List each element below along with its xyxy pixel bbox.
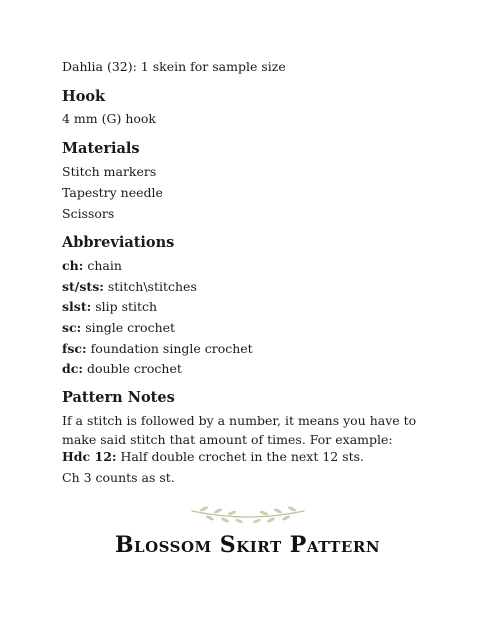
- yarn-line: Dahlia (32): 1 skein for sample size: [62, 59, 286, 74]
- abbreviation-term: slst:: [62, 299, 92, 314]
- abbreviation-meaning: chain: [87, 258, 122, 273]
- material-item: Scissors: [62, 206, 115, 221]
- section-title: Blossom Skirt Pattern: [114, 532, 381, 558]
- abbreviation-term: fsc:: [62, 341, 87, 356]
- abbreviation-meaning: foundation single crochet: [90, 341, 253, 356]
- abbreviation-meaning: double crochet: [86, 361, 182, 376]
- abbreviation-meaning: stitch\stitches: [107, 279, 197, 294]
- abbreviation-term: st/sts:: [62, 279, 104, 294]
- abbreviation-item: [62, 258, 122, 274]
- abbreviation-item: [62, 320, 175, 336]
- abbreviation-item: [62, 299, 157, 315]
- abbreviation-item: [62, 341, 253, 357]
- material-item: Stitch markers: [62, 164, 157, 179]
- pattern-example: [62, 449, 364, 465]
- abbreviation-term: ch:: [62, 258, 84, 273]
- example-meaning: Half double crochet in the next 12 sts.: [120, 449, 365, 464]
- example-term: Hdc 12:: [62, 449, 117, 464]
- hook-heading: Hook: [62, 88, 106, 105]
- abbreviation-term: sc:: [62, 320, 82, 335]
- chain-note: Ch 3 counts as st.: [62, 470, 175, 485]
- pattern-notes-heading: Pattern Notes: [62, 389, 175, 406]
- hook-value: 4 mm (G) hook: [62, 111, 156, 126]
- pattern-notes-intro: If a stitch is followed by a number, it means you have to make said stitch that amount of times. For example:: [62, 413, 417, 447]
- leaf-branch-icon: [188, 503, 308, 525]
- abbreviation-meaning: slip stitch: [95, 299, 158, 314]
- abbreviation-meaning: single crochet: [85, 320, 176, 335]
- abbreviation-item: [62, 361, 182, 377]
- abbreviation-term: dc:: [62, 361, 83, 376]
- abbreviations-heading: Abbreviations: [62, 234, 175, 251]
- abbreviation-item: [62, 279, 197, 295]
- material-item: Tapestry needle: [62, 185, 163, 200]
- materials-heading: Materials: [62, 140, 140, 157]
